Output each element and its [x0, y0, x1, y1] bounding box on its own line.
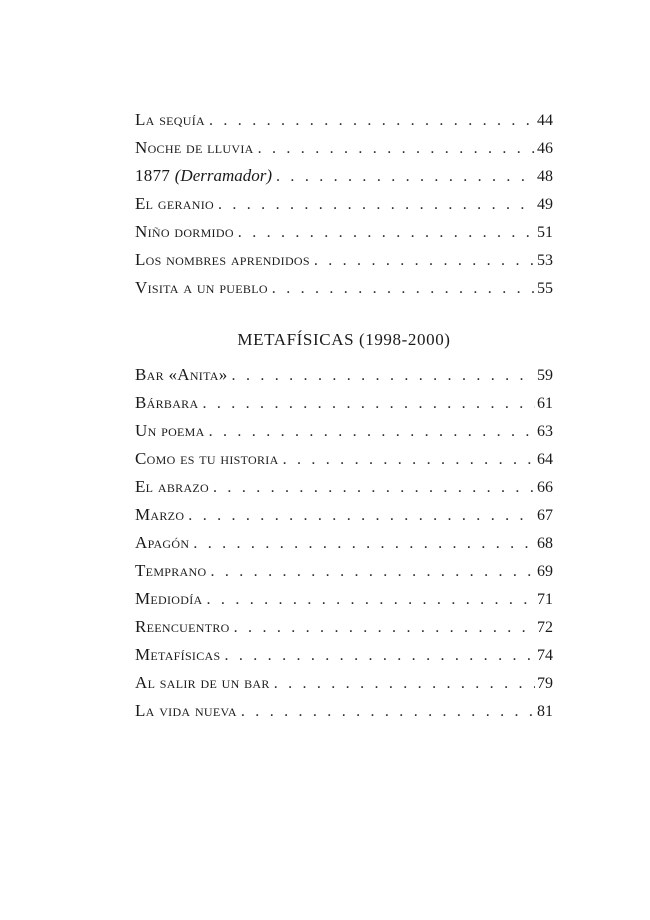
- toc-entry: [135, 417, 553, 445]
- dot-leader: [254, 134, 535, 163]
- toc-entry-title: El geranio: [135, 194, 214, 213]
- toc-entry-page: 67: [537, 507, 553, 524]
- dot-leader: [230, 613, 535, 642]
- toc-entry-title: Visita a un pueblo: [135, 278, 268, 297]
- dot-leader: [310, 246, 535, 275]
- toc-entry-title: Mediodía: [135, 589, 203, 608]
- toc-entry: [135, 557, 553, 585]
- toc-entry-title-year: 1877: [135, 166, 175, 185]
- dot-leader: [203, 585, 535, 614]
- toc-entry-page: 81: [537, 703, 553, 720]
- toc-entry-title-italic: (Derramador): [174, 166, 273, 185]
- toc-entry-page: 66: [537, 479, 553, 496]
- toc-entry-title: Al salir de un bar: [135, 673, 270, 692]
- toc-entry: [135, 669, 553, 697]
- toc-entry: [135, 246, 553, 274]
- toc-entry: [135, 501, 553, 529]
- toc-entry-page: 61: [537, 395, 553, 412]
- dot-leader: [279, 445, 535, 474]
- toc-entry-title: Como es tu historia: [135, 449, 279, 468]
- toc-entry: [135, 190, 553, 218]
- toc-entry: [135, 529, 553, 557]
- toc-entry-page: 59: [537, 367, 553, 384]
- toc-entry: [135, 218, 553, 246]
- toc-entry-page: 48: [537, 168, 553, 185]
- dot-leader: [205, 106, 535, 135]
- toc-entry-title: Apagón: [135, 533, 190, 552]
- toc-entry-page: 71: [537, 591, 553, 608]
- toc-entry: [135, 389, 553, 417]
- toc-entry-page: 51: [537, 224, 553, 241]
- dot-leader: [209, 473, 535, 502]
- toc-entry: [135, 473, 553, 501]
- dot-leader: [206, 557, 535, 586]
- toc-entry-page: 64: [537, 451, 553, 468]
- toc-entry-page: 49: [537, 196, 553, 213]
- toc-entry-title: Niño dormido: [135, 222, 234, 241]
- toc-entry-page: 44: [537, 112, 553, 129]
- toc-entry-title: Un poema: [135, 421, 205, 440]
- dot-leader: [198, 389, 535, 418]
- toc-entry-page: 79: [537, 675, 553, 692]
- toc-entry-page: 74: [537, 647, 553, 664]
- toc-entry-title: Reencuentro: [135, 617, 230, 636]
- toc-entry-page: 63: [537, 423, 553, 440]
- toc-entry-title: Temprano: [135, 561, 207, 580]
- toc-list-metafisicas: [135, 361, 553, 725]
- toc-entry-page: 55: [537, 280, 553, 297]
- toc-entry: [135, 361, 553, 389]
- toc-entry-title: Noche de lluvia: [135, 138, 254, 157]
- toc-entry: [135, 106, 553, 134]
- toc-entry-title: [135, 162, 272, 190]
- toc-entry: [135, 585, 553, 613]
- dot-leader: [270, 669, 535, 698]
- toc-entry: [135, 274, 553, 302]
- toc-list-first: [135, 106, 553, 302]
- toc-entry-title: El abrazo: [135, 477, 210, 496]
- toc-entry-title: Los nombres aprendidos: [135, 250, 310, 269]
- dot-leader: [189, 529, 535, 558]
- dot-leader: [268, 274, 535, 303]
- dot-leader: [228, 361, 535, 390]
- toc-entry-title: La sequía: [135, 110, 205, 129]
- toc-entry: [135, 697, 553, 725]
- dot-leader: [237, 697, 535, 726]
- dot-leader: [184, 501, 535, 530]
- dot-leader: [220, 641, 535, 670]
- toc-entry-title: Bárbara: [135, 393, 199, 412]
- dot-leader: [272, 162, 535, 191]
- toc-entry-title: Bar «Anita»: [135, 365, 228, 384]
- section-heading: METAFÍSICAS (1998-2000): [237, 330, 451, 349]
- toc-entry: [135, 134, 553, 162]
- toc-entry-page: 53: [537, 252, 553, 269]
- toc-entry-page: 68: [537, 535, 553, 552]
- dot-leader: [234, 218, 535, 247]
- toc-entry: [135, 641, 553, 669]
- dot-leader: [205, 417, 535, 446]
- toc-entry-title: Metafísicas: [135, 645, 221, 664]
- toc-entry-page: 46: [537, 140, 553, 157]
- toc-entry: [135, 162, 553, 190]
- toc-entry: [135, 613, 553, 641]
- toc-entry-title: La vida nueva: [135, 701, 237, 720]
- toc-entry: [135, 445, 553, 473]
- toc-entry-title: Marzo: [135, 505, 185, 524]
- dot-leader: [214, 190, 535, 219]
- toc-entry-page: 69: [537, 563, 553, 580]
- toc-entry-page: 72: [537, 619, 553, 636]
